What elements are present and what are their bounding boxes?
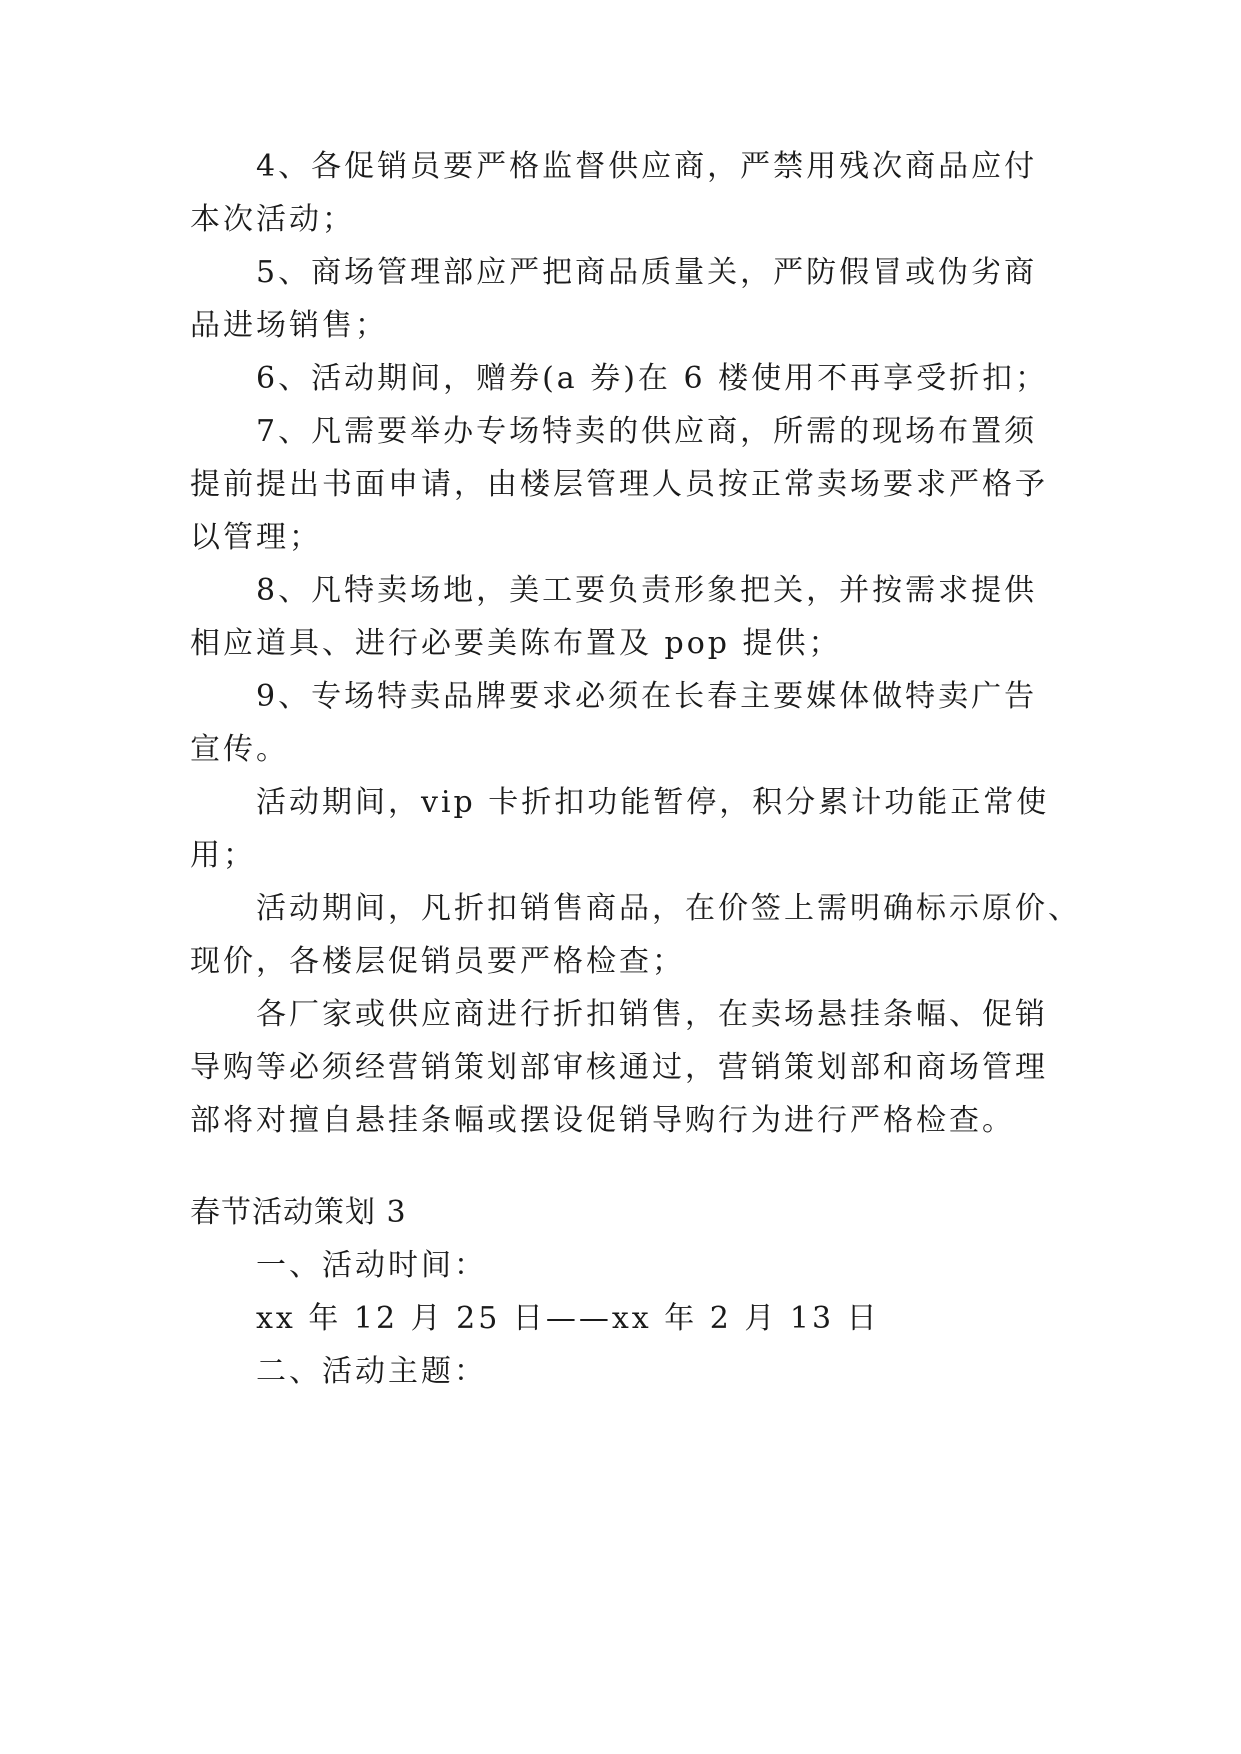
heading-activity-time: 一、活动时间： xyxy=(256,1248,487,1283)
section-title: 春节活动策划 3 xyxy=(190,1195,407,1230)
paragraph-line: 现价，各楼层促销员要严格检查； xyxy=(190,944,685,979)
paragraph-line: 宣传。 xyxy=(190,732,289,767)
paragraph-line: 活动期间，vip 卡折扣功能暂停，积分累计功能正常使 xyxy=(256,785,1050,820)
paragraph-line: 本次活动； xyxy=(190,202,355,237)
paragraph-line: 提前提出书面申请，由楼层管理人员按正常卖场要求严格予 xyxy=(190,467,1048,502)
paragraph-line: 品进场销售； xyxy=(190,308,388,343)
paragraph-line: 7、凡需要举办专场特卖的供应商，所需的现场布置须 xyxy=(256,414,1038,449)
paragraph-line: 部将对擅自悬挂条幅或摆设促销导购行为进行严格检查。 xyxy=(190,1103,1015,1138)
paragraph-line: 4、各促销员要严格监督供应商，严禁用残次商品应付 xyxy=(256,149,1038,184)
paragraph-line: 活动期间，凡折扣销售商品，在价签上需明确标示原价、 xyxy=(256,891,1081,926)
paragraph-line: 9、专场特卖品牌要求必须在长春主要媒体做特卖广告 xyxy=(256,679,1038,714)
paragraph-line: 5、商场管理部应严把商品质量关，严防假冒或伪劣商 xyxy=(256,255,1038,290)
paragraph-line: 8、凡特卖场地，美工要负责形象把关，并按需求提供 xyxy=(256,573,1038,608)
paragraph-line: 相应道具、进行必要美陈布置及 pop 提供； xyxy=(190,626,842,661)
paragraph-line: 6、活动期间，赠券(a 券)在 6 楼使用不再享受折扣； xyxy=(256,361,1049,396)
paragraph-line: 导购等必须经营销策划部审核通过，营销策划部和商场管理 xyxy=(190,1050,1048,1085)
paragraph-line: 以管理； xyxy=(190,520,322,555)
activity-date-range: xx 年 12 月 25 日——xx 年 2 月 13 日 xyxy=(256,1301,880,1336)
heading-activity-theme: 二、活动主题： xyxy=(256,1354,487,1389)
paragraph-line: 各厂家或供应商进行折扣销售，在卖场悬挂条幅、促销 xyxy=(256,997,1048,1032)
paragraph-line: 用； xyxy=(190,838,256,873)
